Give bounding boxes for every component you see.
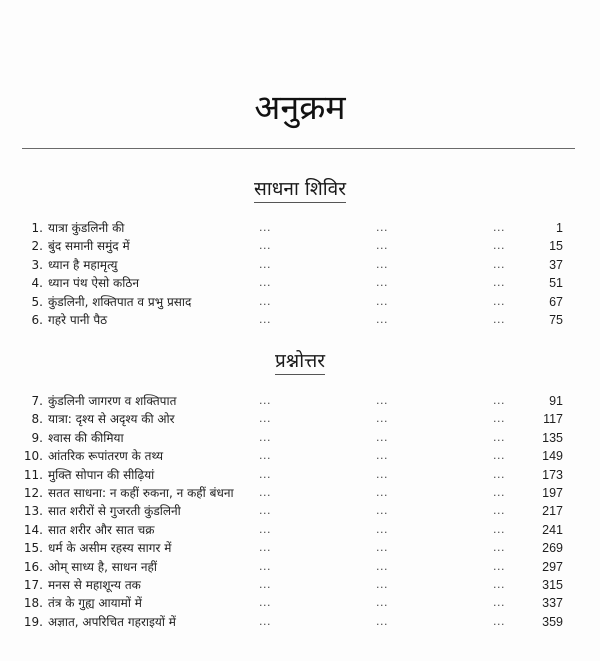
toc-list-section-1 — [0, 219, 600, 329]
entry-number: 15. — [23, 541, 43, 556]
entry-title: तंत्र के गुह्य आयामों में — [48, 596, 142, 611]
leader-dots: ... — [376, 485, 388, 499]
leader-dots: ... — [259, 504, 271, 518]
entry-title: सतत साधना: न कहीं रुकना, न कहीं बंधना — [48, 485, 234, 500]
leader-dots: ... — [493, 522, 505, 536]
leader-dots: ... — [259, 577, 271, 591]
toc-entry[interactable] — [0, 256, 600, 274]
toc-entry[interactable] — [0, 447, 600, 465]
entry-page-number: 359 — [542, 614, 563, 629]
toc-entry[interactable] — [0, 429, 600, 447]
leader-dots: ... — [259, 449, 271, 463]
entry-title: मुक्ति सोपान की सीढ़ियां — [48, 467, 155, 482]
entry-title: कुंडलिनी, शक्तिपात व प्रभु प्रसाद — [48, 294, 192, 309]
leader-dots: ... — [493, 257, 505, 271]
leader-dots: ... — [493, 596, 505, 610]
leader-dots: ... — [493, 541, 505, 555]
toc-entry[interactable] — [0, 576, 600, 594]
leader-dots: ... — [493, 577, 505, 591]
leader-dots: ... — [376, 541, 388, 555]
entry-page-number: 117 — [543, 412, 563, 427]
entry-title: अज्ञात, अपरिचित गहराइयों में — [48, 614, 176, 629]
leader-dots: ... — [259, 596, 271, 610]
entry-number: 2. — [31, 239, 43, 254]
entry-number: 14. — [23, 522, 43, 537]
leader-dots: ... — [493, 412, 505, 426]
entry-title: मनस से महाशून्य तक — [48, 577, 141, 592]
toc-entry[interactable] — [0, 484, 600, 502]
toc-entry[interactable] — [0, 274, 600, 292]
entry-page-number: 217 — [542, 504, 563, 519]
toc-entry[interactable] — [0, 502, 600, 520]
entry-page-number: 51 — [549, 276, 563, 291]
leader-dots: ... — [259, 276, 271, 290]
leader-dots: ... — [376, 412, 388, 426]
entry-title: ध्यान पंथ ऐसो कठिन — [48, 276, 139, 291]
entry-title: सात शरीरों से गुजरती कुंडलिनी — [48, 504, 181, 519]
leader-dots: ... — [376, 394, 388, 407]
leader-dots: ... — [376, 276, 388, 290]
entry-number: 6. — [31, 312, 43, 327]
leader-dots: ... — [376, 221, 388, 234]
leader-dots: ... — [376, 449, 388, 463]
toc-entry[interactable] — [0, 466, 600, 484]
entry-title: बुंद समानी समुंद में — [48, 239, 130, 254]
leader-dots: ... — [259, 522, 271, 536]
entry-page-number: 149 — [542, 449, 563, 464]
toc-entry[interactable] — [0, 558, 600, 576]
leader-dots: ... — [493, 294, 505, 308]
toc-list-section-2 — [0, 392, 600, 631]
leader-dots: ... — [259, 559, 271, 573]
entry-number: 19. — [23, 614, 43, 629]
toc-entry[interactable] — [0, 237, 600, 255]
entry-page-number: 337 — [542, 596, 563, 611]
toc-entry[interactable] — [0, 613, 600, 631]
entry-title: यात्रा: दृश्य से अदृश्य की ओर — [48, 412, 175, 427]
leader-dots: ... — [493, 485, 505, 499]
entry-number: 5. — [31, 294, 43, 309]
entry-number: 11. — [23, 467, 43, 482]
entry-page-number: 269 — [542, 541, 563, 556]
entry-title: श्वास की कीमिया — [48, 430, 124, 445]
leader-dots: ... — [493, 467, 505, 481]
toc-entry[interactable] — [0, 594, 600, 612]
entry-page-number: 91 — [549, 394, 563, 408]
entry-page-number: 135 — [542, 430, 563, 445]
entry-title: ध्यान है महामृत्यु — [48, 257, 118, 272]
section-heading-prashnottar — [0, 348, 600, 375]
entry-page-number: 15 — [549, 239, 563, 254]
leader-dots: ... — [493, 504, 505, 518]
leader-dots: ... — [376, 430, 388, 444]
entry-page-number: 315 — [542, 577, 563, 592]
leader-dots: ... — [493, 239, 505, 253]
leader-dots: ... — [493, 430, 505, 444]
toc-entry[interactable] — [0, 293, 600, 311]
leader-dots: ... — [259, 239, 271, 253]
entry-page-number: 67 — [549, 294, 563, 309]
entry-title: सात शरीर और सात चक्र — [48, 522, 155, 537]
leader-dots: ... — [493, 449, 505, 463]
entry-number: 18. — [23, 596, 43, 611]
section-heading-label: साधना शिविर — [254, 177, 346, 203]
entry-number: 9. — [31, 430, 43, 445]
leader-dots: ... — [376, 312, 388, 326]
leader-dots: ... — [259, 412, 271, 426]
entry-number: 12. — [23, 485, 43, 500]
entry-number: 16. — [23, 559, 43, 574]
leader-dots: ... — [376, 467, 388, 481]
leader-dots: ... — [259, 614, 271, 628]
leader-dots: ... — [376, 522, 388, 536]
entry-page-number: 75 — [549, 312, 563, 327]
leader-dots: ... — [259, 485, 271, 499]
entry-number: 8. — [31, 412, 43, 427]
leader-dots: ... — [259, 294, 271, 308]
leader-dots: ... — [259, 221, 271, 234]
toc-entry[interactable] — [0, 219, 600, 237]
leader-dots: ... — [259, 541, 271, 555]
leader-dots: ... — [259, 312, 271, 326]
leader-dots: ... — [376, 559, 388, 573]
leader-dots: ... — [259, 257, 271, 271]
entry-number: 17. — [23, 577, 43, 592]
toc-entry[interactable] — [0, 392, 600, 410]
entry-title: धर्म के असीम रहस्य सागर में — [48, 541, 172, 556]
leader-dots: ... — [493, 559, 505, 573]
toc-entry[interactable] — [0, 521, 600, 539]
entry-number: 1. — [31, 221, 43, 235]
leader-dots: ... — [493, 312, 505, 326]
entry-page-number: 37 — [549, 257, 563, 272]
toc-entry[interactable] — [0, 311, 600, 329]
leader-dots: ... — [493, 221, 505, 234]
entry-page-number: 197 — [542, 485, 563, 500]
leader-dots: ... — [376, 257, 388, 271]
section-heading-label: प्रश्नोत्तर — [275, 349, 325, 375]
title-divider — [22, 148, 575, 149]
entry-title: कुंडलिनी जागरण व शक्तिपात — [48, 394, 177, 408]
leader-dots: ... — [376, 504, 388, 518]
leader-dots: ... — [376, 577, 388, 591]
toc-entry[interactable] — [0, 410, 600, 428]
entry-title: गहरे पानी पैठ — [48, 312, 108, 327]
leader-dots: ... — [259, 467, 271, 481]
entry-number: 7. — [31, 394, 43, 408]
toc-entry[interactable] — [0, 539, 600, 557]
entry-title: आंतरिक रूपांतरण के तथ्य — [48, 449, 164, 464]
entry-number: 3. — [31, 257, 43, 272]
page-title: अनुक्रम — [254, 88, 346, 128]
section-heading-sadhana-shivir — [0, 176, 600, 203]
entry-page-number: 1 — [556, 221, 563, 235]
entry-title: ओम् साध्य है, साधन नहीं — [48, 559, 157, 574]
entry-page-number: 241 — [542, 522, 563, 537]
leader-dots: ... — [376, 294, 388, 308]
entry-number: 13. — [23, 504, 43, 519]
leader-dots: ... — [376, 239, 388, 253]
leader-dots: ... — [259, 430, 271, 444]
entry-page-number: 173 — [542, 467, 563, 482]
entry-title: यात्रा कुंडलिनी की — [48, 221, 125, 235]
entry-number: 4. — [31, 276, 43, 291]
leader-dots: ... — [493, 614, 505, 628]
entry-number: 10. — [23, 449, 43, 464]
leader-dots: ... — [376, 614, 388, 628]
entry-page-number: 297 — [542, 559, 563, 574]
leader-dots: ... — [376, 596, 388, 610]
leader-dots: ... — [259, 394, 271, 407]
leader-dots: ... — [493, 276, 505, 290]
leader-dots: ... — [493, 394, 505, 407]
